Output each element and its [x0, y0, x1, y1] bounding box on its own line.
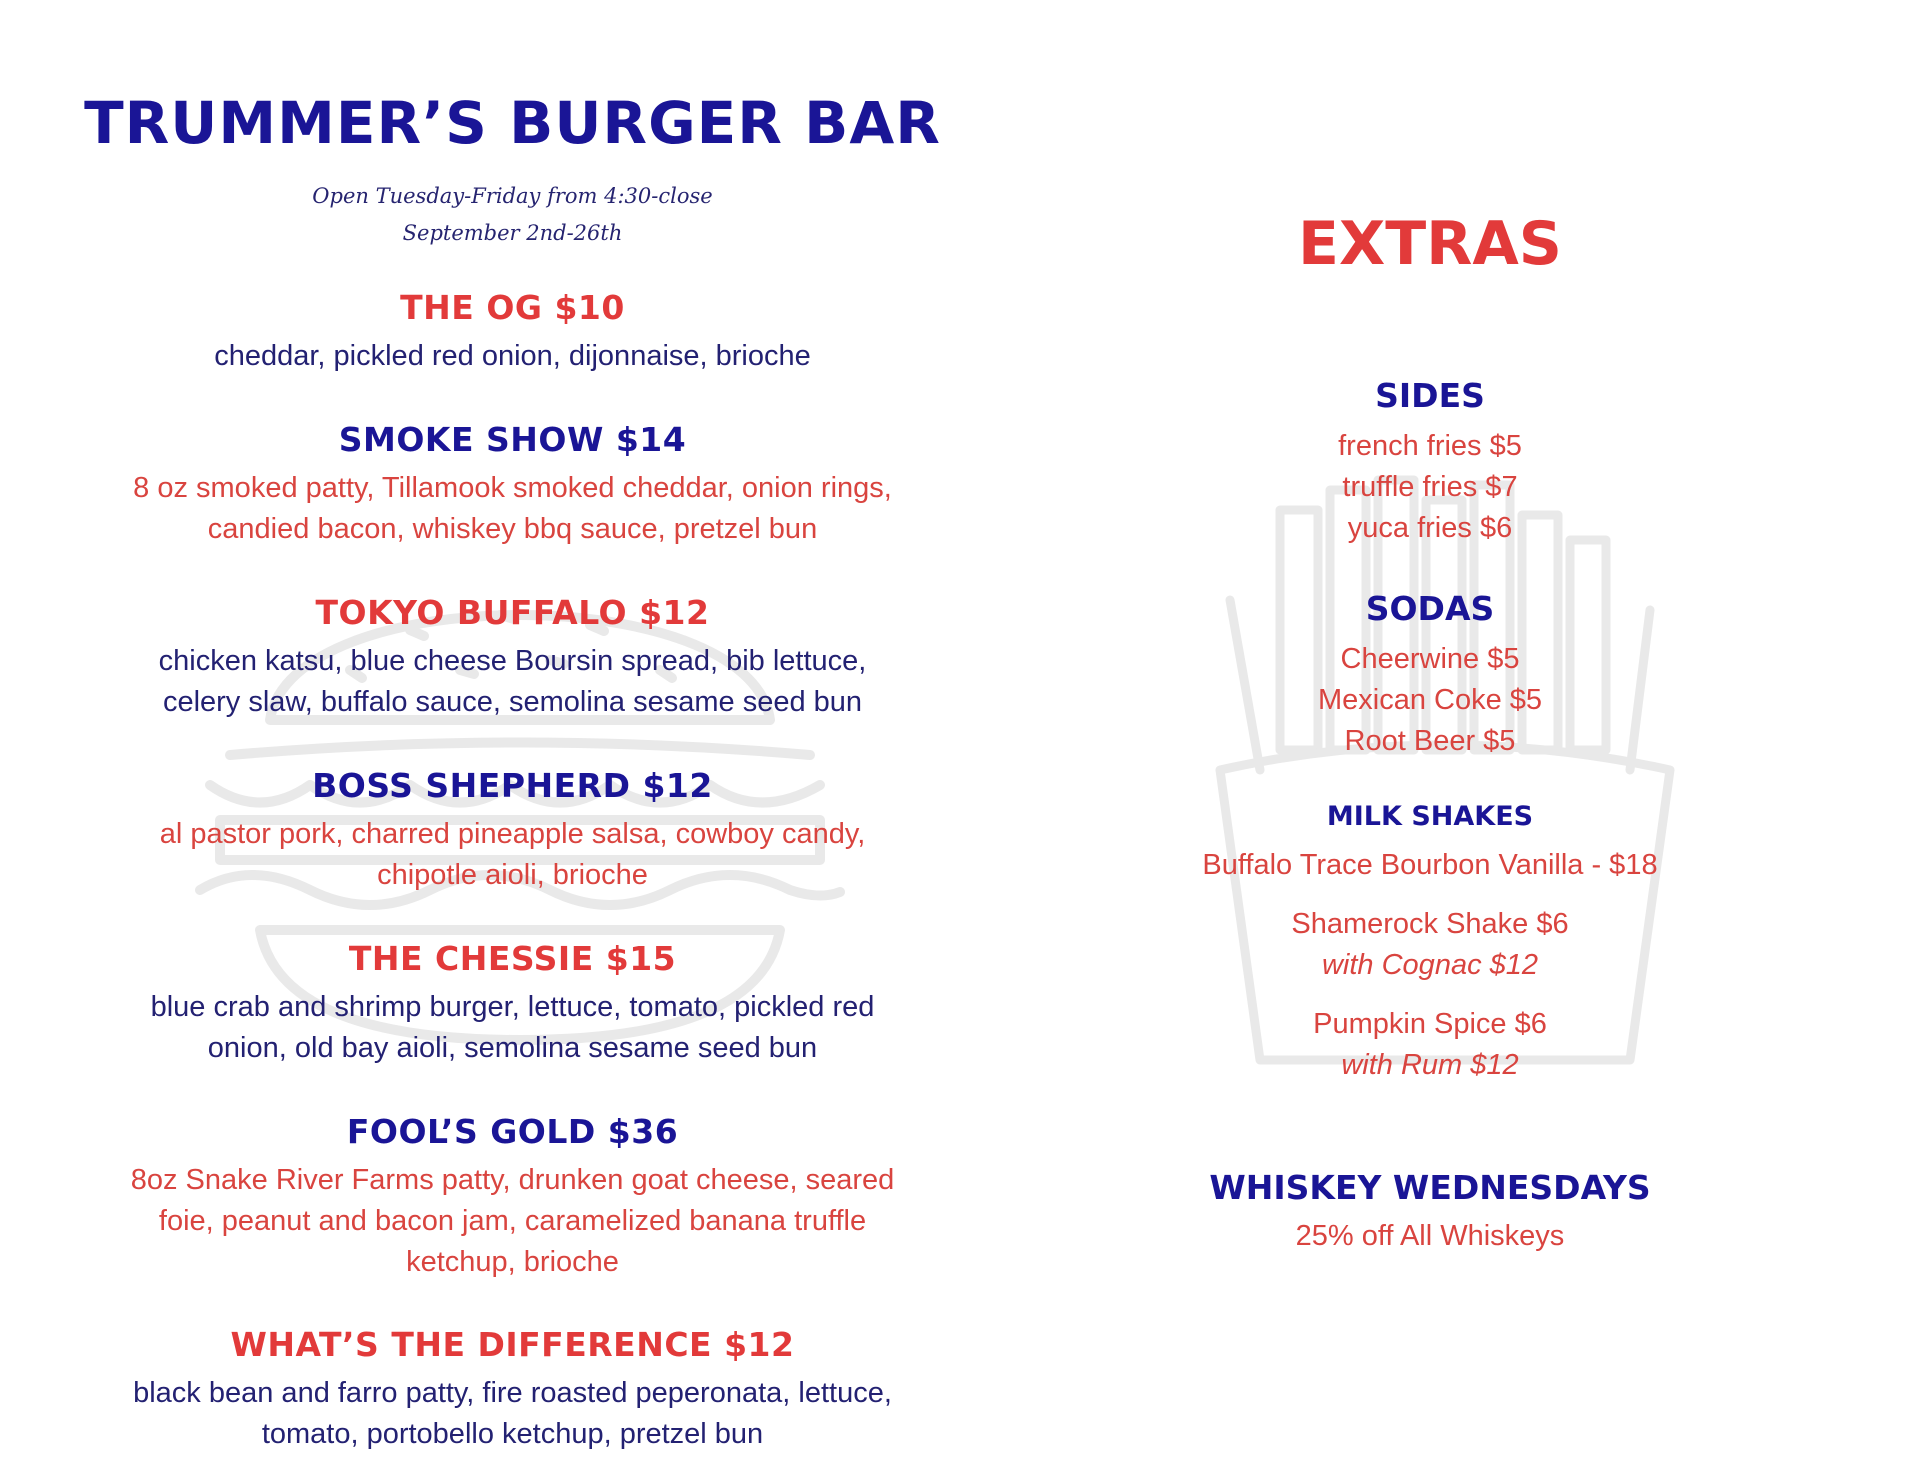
item-description — [40, 468, 985, 550]
milkshake-addon: with Cognac $12 — [1321, 949, 1539, 981]
whiskey-section — [1160, 1166, 1700, 1257]
whiskey-heading: WHISKEY WEDNESDAYS — [1209, 1168, 1651, 1207]
desc-line: foie, peanut and bacon jam, caramelized banana truffle — [158, 1205, 867, 1237]
menu-item-fools-gold — [40, 1110, 985, 1283]
desc-line: celery slaw, buffalo sauce, semolina sesame seed bun — [162, 686, 863, 718]
menu-item-smoke-show — [40, 418, 985, 550]
sides-heading: SIDES — [1375, 376, 1485, 415]
milkshake-item: Shamerock Shake $6 — [1291, 908, 1569, 940]
menu-item-tokyo-buffalo — [40, 591, 985, 723]
milkshake-item: Pumpkin Spice $6 — [1313, 1008, 1547, 1040]
soda-item: Mexican Coke $5 — [1317, 684, 1543, 716]
desc-line: tomato, portobello ketchup, pretzel bun — [261, 1418, 764, 1450]
soda-item: Root Beer $5 — [1344, 725, 1516, 757]
desc-line: black bean and farro patty, fire roasted peperonata, lettuce, — [133, 1377, 892, 1409]
extras-title: EXTRAS — [1297, 209, 1563, 279]
desc-line: cheddar, pickled red onion, dijonnaise, brioche — [214, 340, 811, 372]
milkshake-item: Buffalo Trace Bourbon Vanilla - $18 — [1202, 849, 1658, 881]
item-name: TOKYO BUFFALO $12 — [315, 593, 710, 632]
soda-item: Cheerwine $5 — [1340, 643, 1520, 675]
item-description — [40, 987, 985, 1069]
milkshakes-section — [1160, 799, 1700, 1086]
desc-line: blue crab and shrimp burger, lettuce, tomato, pickled red — [150, 991, 875, 1023]
desc-line: chipotle aioli, brioche — [377, 859, 648, 891]
restaurant-title: TRUMMER’S BURGER BAR — [84, 89, 941, 157]
milkshakes-heading: MILK SHAKES — [1326, 801, 1534, 832]
item-description — [40, 641, 985, 723]
item-description — [40, 1373, 985, 1455]
menu-item-boss-shepherd — [40, 764, 985, 896]
menu-item-whats-the-difference — [40, 1323, 985, 1455]
sides-section — [1160, 374, 1700, 549]
menu-item-the-og — [40, 286, 985, 377]
item-description — [40, 1160, 985, 1283]
side-item: french fries $5 — [1338, 430, 1522, 462]
sodas-section — [1160, 587, 1700, 762]
hours-block — [40, 178, 985, 252]
desc-line: 8oz Snake River Farms patty, drunken goat cheese, seared — [130, 1164, 895, 1196]
side-item: truffle fries $7 — [1342, 471, 1518, 503]
side-item: yuca fries $6 — [1347, 512, 1513, 544]
milkshake-addon: with Rum $12 — [1341, 1049, 1519, 1081]
item-description — [40, 814, 985, 896]
item-name: THE OG $10 — [400, 288, 625, 327]
item-name: WHAT’S THE DIFFERENCE $12 — [230, 1325, 795, 1364]
whiskey-detail: 25% off All Whiskeys — [1295, 1220, 1565, 1252]
hours-days: Open Tuesday-Friday from 4:30-close — [312, 184, 713, 208]
desc-line: onion, old bay aioli, semolina sesame seed bun — [207, 1032, 818, 1064]
item-name: FOOL’S GOLD $36 — [346, 1112, 679, 1151]
item-name: SMOKE SHOW $14 — [338, 420, 687, 459]
item-name: THE CHESSIE $15 — [348, 939, 677, 978]
desc-line: ketchup, brioche — [406, 1246, 619, 1278]
desc-line: al pastor pork, charred pineapple salsa, cowboy candy, — [159, 818, 866, 850]
desc-line: chicken katsu, blue cheese Boursin spread, bib lettuce, — [158, 645, 867, 677]
item-name: BOSS SHEPHERD $12 — [312, 766, 713, 805]
item-description — [40, 336, 985, 377]
menu-item-the-chessie — [40, 937, 985, 1069]
hours-dates: September 2nd-26th — [402, 221, 623, 245]
desc-line: 8 oz smoked patty, Tillamook smoked cheddar, onion rings, — [133, 472, 892, 504]
sodas-heading: SODAS — [1365, 589, 1495, 628]
desc-line: candied bacon, whiskey bbq sauce, pretzel bun — [207, 513, 818, 545]
